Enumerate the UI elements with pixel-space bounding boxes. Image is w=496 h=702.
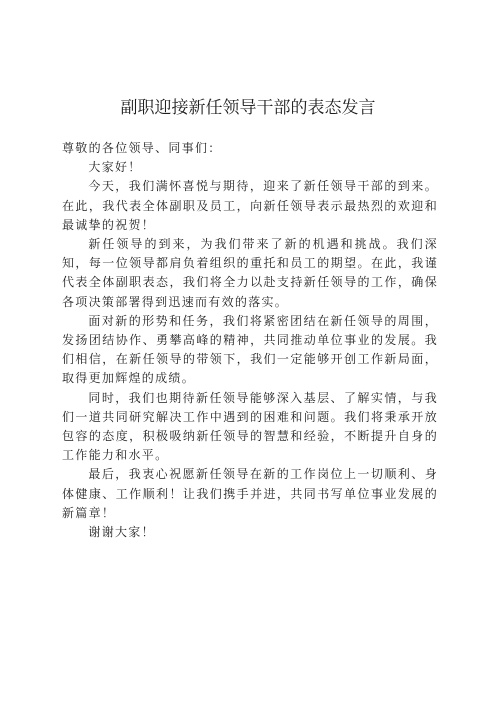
paragraph-unity: 面对新的形势和任务，我们将紧密团结在新任领导的周围，发扬团结协作、勇攀高峰的精神，共同推动单位事业的发展。我们相信，在新任领导的带领下，我们一定能够开创工作新局面，取得更加辉煌的成绩。 (62, 313, 438, 386)
document-body (62, 139, 438, 542)
paragraph-welcome: 今天，我们满怀喜悦与期待，迎来了新任领导干部的到来。在此，我代表全体副职及员工，向新任领导表示最热烈的欢迎和最诚挚的祝贺！ (62, 179, 438, 232)
document-title: 副职迎接新任领导干部的表态发言 (120, 98, 376, 118)
greeting: 大家好！ (88, 160, 142, 175)
closing: 谢谢大家！ (88, 525, 155, 540)
paragraph-expectation: 同时，我们也期待新任领导能够深入基层、了解实情，与我们一道共同研究解决工作中遇到的困难和问题。我们将秉承开放包容的态度，积极吸纳新任领导的智慧和经验，不断提升自身的工作能力和水平。 (62, 390, 438, 463)
paragraph-wishes: 最后，我衷心祝愿新任领导在新的工作岗位上一切顺利、身体健康、工作顺利！让我们携手并进，共同书写单位事业发展的新篇章！ (62, 467, 438, 520)
paragraph-support: 新任领导的到来，为我们带来了新的机遇和挑战。我们深知，每一位领导都肩负着组织的重托和员工的期望。在此，我谨代表全体副职表态，我们将全力以赴支持新任领导的工作，确保各项决策部署得到迅速而有效的落实。 (62, 237, 438, 309)
salutation: 尊敬的各位领导、同事们： (62, 141, 222, 155)
